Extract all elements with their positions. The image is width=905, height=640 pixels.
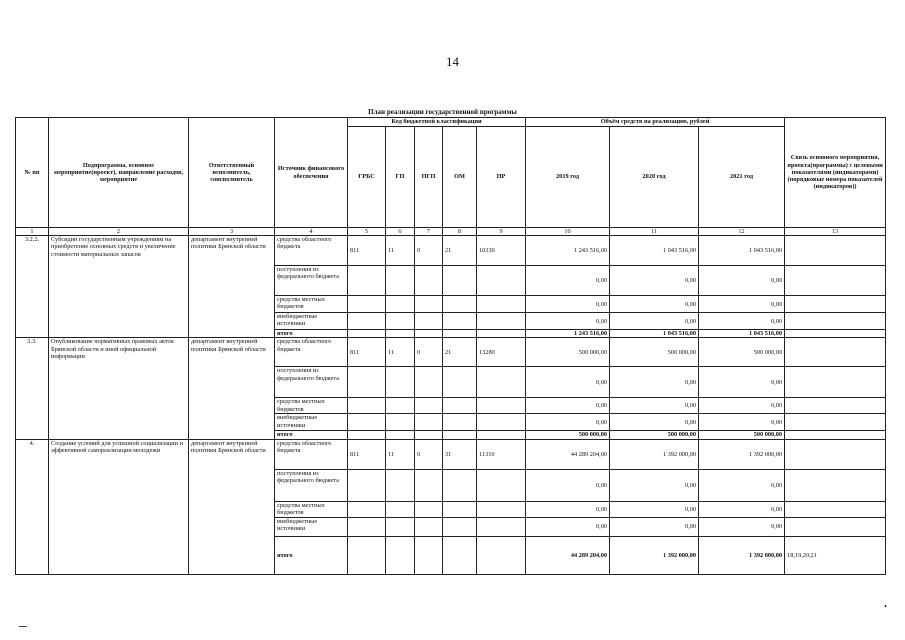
code-om	[443, 517, 477, 536]
code-grbs	[348, 536, 386, 574]
amount-2021: 0,00	[699, 367, 785, 398]
funding-source: внебюджетные источники	[275, 517, 348, 536]
code-grbs	[348, 414, 386, 431]
code-np	[477, 517, 526, 536]
funding-source: внебюджетные источники	[275, 313, 348, 330]
amount-2020: 0,00	[610, 266, 699, 296]
code-om	[443, 398, 477, 414]
amount-2020: 500 000,00	[610, 431, 699, 439]
amount-2019: 0,00	[526, 266, 610, 296]
code-pgp	[415, 501, 443, 517]
code-np	[477, 313, 526, 330]
code-grbs	[348, 469, 386, 501]
column-index-cell: 5	[348, 228, 386, 236]
code-gp	[386, 431, 415, 439]
column-index-cell: 2	[49, 228, 189, 236]
code-pgp	[415, 313, 443, 330]
code-om: 21	[443, 236, 477, 266]
code-grbs	[348, 313, 386, 330]
amount-2021: 1 043 516,00	[699, 330, 785, 338]
code-pgp: 0	[415, 236, 443, 266]
header-source: Источник финансового обеспечения	[275, 118, 348, 228]
code-om	[443, 414, 477, 431]
page-number: 14	[446, 54, 459, 69]
row-name: Создание условий для успешной социализации и эффективной самореализации молодежи	[49, 439, 189, 574]
code-grbs: 811	[348, 439, 386, 469]
code-om	[443, 536, 477, 574]
code-om	[443, 266, 477, 296]
code-pgp	[415, 367, 443, 398]
code-np	[477, 414, 526, 431]
code-grbs	[348, 431, 386, 439]
funding-source: поступления из федерального бюджета	[275, 367, 348, 398]
code-grbs	[348, 266, 386, 296]
code-gp	[386, 330, 415, 338]
code-np	[477, 367, 526, 398]
amount-2021: 0,00	[699, 398, 785, 414]
funding-source: внебюджетные источники	[275, 414, 348, 431]
code-om: 21	[443, 338, 477, 367]
code-gp	[386, 536, 415, 574]
code-np	[477, 501, 526, 517]
code-om	[443, 296, 477, 313]
column-index-cell: 10	[526, 228, 610, 236]
header-volume-group: Объём средств на реализацию, рублей	[526, 118, 785, 127]
amount-2019: 0,00	[526, 501, 610, 517]
amount-2020: 500 000,00	[610, 338, 699, 367]
funding-source: итого	[275, 431, 348, 439]
code-np	[477, 266, 526, 296]
code-gp	[386, 501, 415, 517]
code-grbs	[348, 296, 386, 313]
code-np	[477, 398, 526, 414]
indicator-link	[785, 398, 886, 414]
header-2019: 2019 год	[526, 127, 610, 228]
code-gp	[386, 469, 415, 501]
column-index-cell: 1	[16, 228, 49, 236]
code-om	[443, 367, 477, 398]
amount-2021: 1 043 516,00	[699, 236, 785, 266]
code-pgp	[415, 266, 443, 296]
code-gp: 11	[386, 439, 415, 469]
amount-2019: 1 243 516,00	[526, 330, 610, 338]
code-grbs: 811	[348, 236, 386, 266]
header-program: Подпрограмма, основное мероприятие(проект), направление расходов, мероприятие	[49, 118, 189, 228]
amount-2019: 0,00	[526, 469, 610, 501]
header-link: Связь основного мероприятия, проекта(программы) с целевыми показателями (индикаторами) (порядковые номера показателей (индикаторов))	[785, 118, 886, 228]
code-np	[477, 296, 526, 313]
code-om	[443, 431, 477, 439]
amount-2020: 0,00	[610, 296, 699, 313]
code-np: 11310	[477, 439, 526, 469]
amount-2020: 1 043 516,00	[610, 236, 699, 266]
amount-2020: 1 392 000,00	[610, 439, 699, 469]
code-gp	[386, 367, 415, 398]
code-gp	[386, 313, 415, 330]
code-gp: 11	[386, 236, 415, 266]
row-number: 4.	[16, 439, 49, 574]
amount-2019: 0,00	[526, 414, 610, 431]
table-title: План реализации государственной программы	[368, 108, 517, 116]
code-gp	[386, 266, 415, 296]
code-om	[443, 501, 477, 517]
code-gp	[386, 414, 415, 431]
header-2020: 2020 год	[610, 127, 699, 228]
code-pgp	[415, 469, 443, 501]
amount-2020: 0,00	[610, 501, 699, 517]
amount-2019: 0,00	[526, 313, 610, 330]
indicator-link	[785, 501, 886, 517]
row-responsible: департамент внутренней политики Брянской области	[189, 338, 275, 439]
code-pgp: 0	[415, 338, 443, 367]
header-np: НР	[477, 127, 526, 228]
code-pgp	[415, 330, 443, 338]
amount-2021: 0,00	[699, 313, 785, 330]
code-pgp	[415, 296, 443, 313]
code-gp	[386, 517, 415, 536]
column-index-cell: 12	[699, 228, 785, 236]
code-om	[443, 330, 477, 338]
amount-2021: 500 000,00	[699, 338, 785, 367]
funding-source: итого	[275, 536, 348, 574]
amount-2021: 0,00	[699, 501, 785, 517]
amount-2021: 0,00	[699, 414, 785, 431]
amount-2021: 0,00	[699, 469, 785, 501]
amount-2020: 1 043 516,00	[610, 330, 699, 338]
funding-source: поступления из федерального бюджета	[275, 469, 348, 501]
code-np: 13280	[477, 338, 526, 367]
code-np	[477, 469, 526, 501]
column-index-cell: 7	[415, 228, 443, 236]
indicator-link	[785, 236, 886, 266]
margin-mark: •	[884, 602, 887, 611]
table-row	[16, 236, 886, 266]
table-row	[16, 439, 886, 469]
row-name: Опубликование нормативных правовых актов Брянской области и иной официальной информации	[49, 338, 189, 439]
code-pgp	[415, 431, 443, 439]
amount-2020: 0,00	[610, 469, 699, 501]
code-np	[477, 536, 526, 574]
funding-source: средства областного бюджета	[275, 439, 348, 469]
indicator-link	[785, 330, 886, 338]
code-pgp: 0	[415, 439, 443, 469]
amount-2020: 0,00	[610, 414, 699, 431]
row-number: 3.2.2.	[16, 236, 49, 338]
header-grbs: ГРБС	[348, 127, 386, 228]
amount-2021: 1 392 000,00	[699, 439, 785, 469]
amount-2021: 0,00	[699, 266, 785, 296]
code-np: 10330	[477, 236, 526, 266]
amount-2021: 0,00	[699, 517, 785, 536]
column-index-cell: 13	[785, 228, 886, 236]
code-gp	[386, 398, 415, 414]
plan-table	[15, 117, 886, 575]
funding-source: средства местных бюджетов	[275, 398, 348, 414]
row-responsible: департамент внутренней политики Брянской области	[189, 439, 275, 574]
funding-source: средства областного бюджета	[275, 236, 348, 266]
header-om: ОМ	[443, 127, 477, 228]
row-number: 3.3.	[16, 338, 49, 439]
header-gp: ГП	[386, 127, 415, 228]
indicator-link	[785, 367, 886, 398]
code-grbs	[348, 330, 386, 338]
indicator-link	[785, 469, 886, 501]
indicator-link	[785, 296, 886, 313]
code-pgp	[415, 536, 443, 574]
amount-2019: 0,00	[526, 398, 610, 414]
funding-source: средства областного бюджета	[275, 338, 348, 367]
indicator-link	[785, 414, 886, 431]
indicator-link	[785, 431, 886, 439]
table-row	[16, 338, 886, 367]
amount-2020: 0,00	[610, 367, 699, 398]
code-np	[477, 431, 526, 439]
row-responsible: департамент внутренней политики Брянской области	[189, 236, 275, 338]
header-pgp: ПГП	[415, 127, 443, 228]
indicator-link	[785, 439, 886, 469]
amount-2020: 0,00	[610, 398, 699, 414]
code-np	[477, 330, 526, 338]
code-grbs	[348, 398, 386, 414]
column-index-cell: 11	[610, 228, 699, 236]
amount-2020: 1 392 000,00	[610, 536, 699, 574]
column-index-cell: 6	[386, 228, 415, 236]
code-pgp	[415, 517, 443, 536]
amount-2021: 1 392 000,00	[699, 536, 785, 574]
header-responsible: Ответственный исполнитель, соисполнитель	[189, 118, 275, 228]
amount-2019: 500 000,00	[526, 431, 610, 439]
code-om: 31	[443, 439, 477, 469]
code-pgp	[415, 414, 443, 431]
indicator-link	[785, 517, 886, 536]
amount-2021: 500 000,00	[699, 431, 785, 439]
amount-2020: 0,00	[610, 313, 699, 330]
amount-2019: 0,00	[526, 517, 610, 536]
row-name: Субсидии государственным учреждениям на приобретение основных средств и увеличение стоимости материальных запасов	[49, 236, 189, 338]
amount-2019: 44 289 204,00	[526, 439, 610, 469]
code-grbs	[348, 367, 386, 398]
amount-2021: 0,00	[699, 296, 785, 313]
header-num: № пп	[16, 118, 49, 228]
code-grbs	[348, 517, 386, 536]
amount-2020: 0,00	[610, 517, 699, 536]
amount-2019: 1 243 516,00	[526, 236, 610, 266]
indicator-link	[785, 313, 886, 330]
amount-2019: 0,00	[526, 367, 610, 398]
code-pgp	[415, 398, 443, 414]
code-grbs	[348, 501, 386, 517]
funding-source: средства местных бюджетов	[275, 296, 348, 313]
indicator-link: 18,19,20,21	[785, 536, 886, 574]
column-index-cell: 9	[477, 228, 526, 236]
code-om	[443, 313, 477, 330]
column-index-cell: 4	[275, 228, 348, 236]
code-om	[443, 469, 477, 501]
amount-2019: 44 289 204,00	[526, 536, 610, 574]
funding-source: средства местных бюджетов	[275, 501, 348, 517]
header-2021: 2021 год	[699, 127, 785, 228]
amount-2019: 0,00	[526, 296, 610, 313]
indicator-link	[785, 266, 886, 296]
column-index-cell: 3	[189, 228, 275, 236]
funding-source: поступления из федерального бюджета	[275, 266, 348, 296]
funding-source: итого	[275, 330, 348, 338]
column-index-cell: 8	[443, 228, 477, 236]
amount-2019: 500 000,00	[526, 338, 610, 367]
indicator-link	[785, 338, 886, 367]
column-index-row	[16, 228, 886, 236]
margin-dash	[19, 626, 27, 627]
code-gp	[386, 296, 415, 313]
header-kbk-group: Код бюджетной классификации	[348, 118, 526, 127]
code-gp: 11	[386, 338, 415, 367]
code-grbs: 811	[348, 338, 386, 367]
